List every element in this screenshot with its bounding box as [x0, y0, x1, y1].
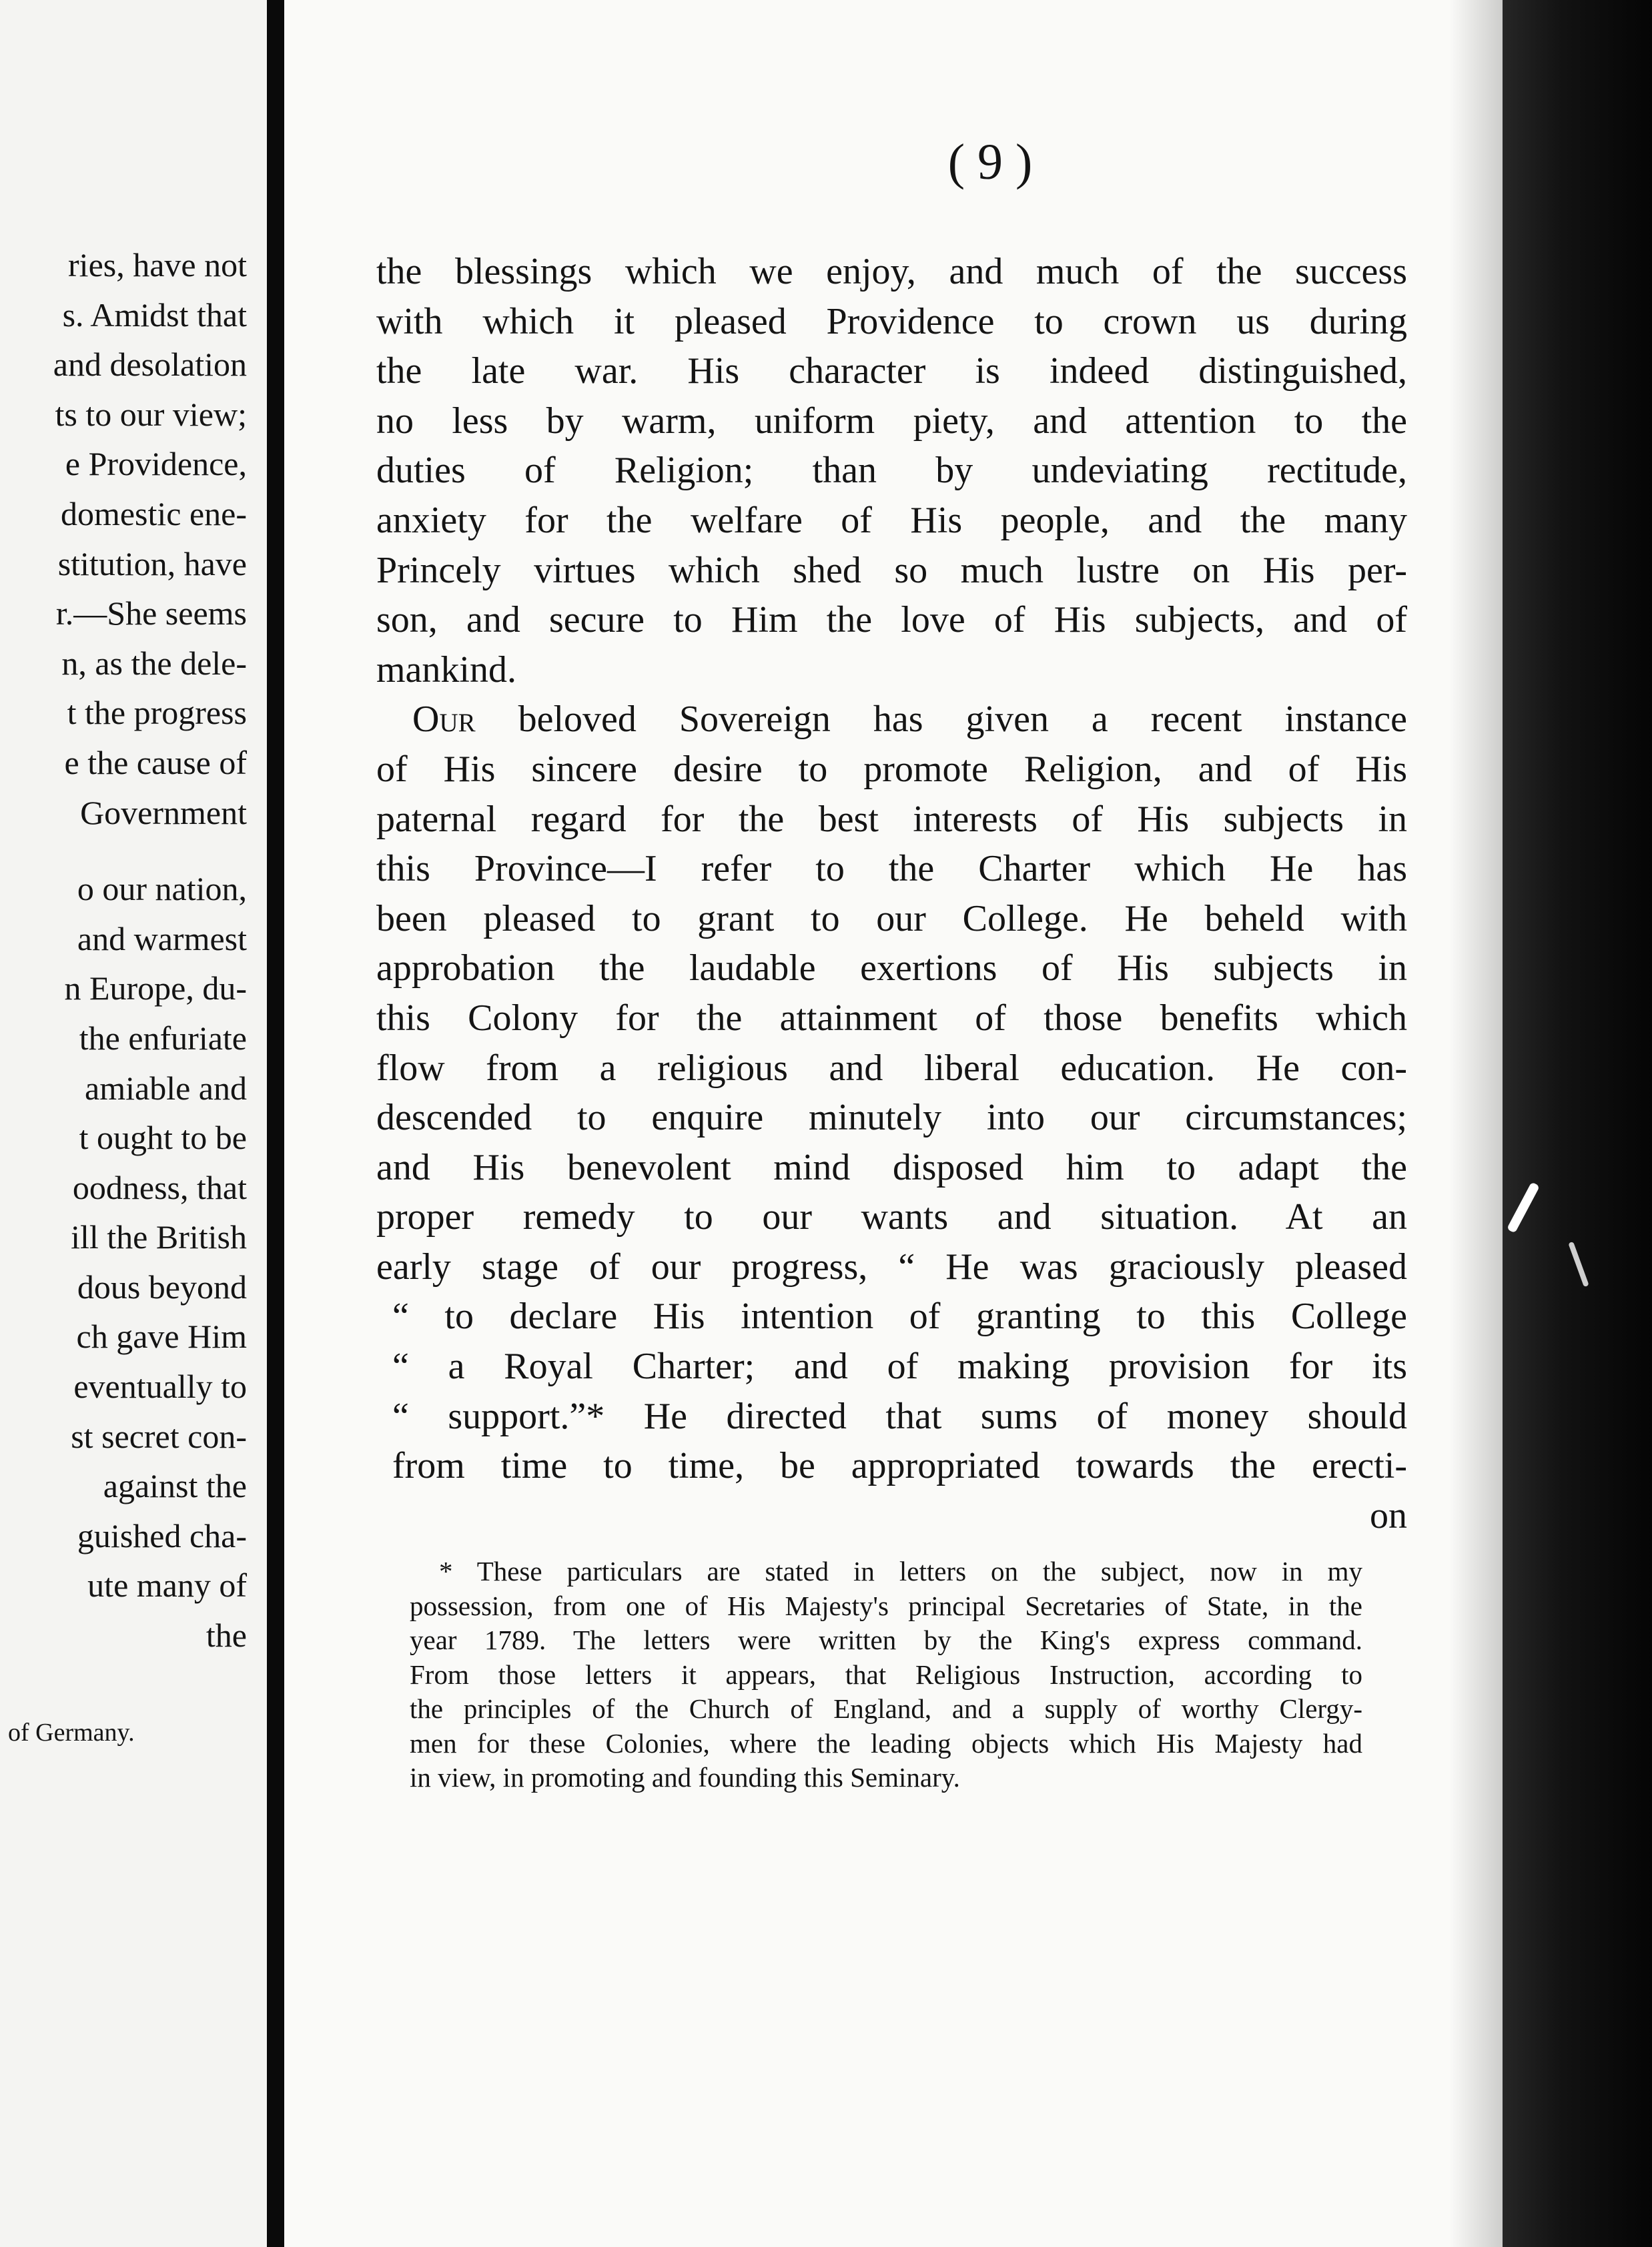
left-line: s. Amidst that [62, 296, 247, 334]
left-line: t ought to be [79, 1119, 247, 1157]
body-text [376, 247, 1407, 1540]
left-line: Government [80, 793, 247, 831]
scan-speck [1507, 1182, 1540, 1233]
text-line: this Province—I refer to the Charter which He has [376, 848, 1407, 890]
text-line: mankind. [376, 648, 516, 691]
footnote [410, 1554, 1362, 1795]
text-line: paternal regard for the best interests of His subjects in [376, 798, 1407, 840]
left-line: e the cause of [64, 743, 247, 781]
left-line: the [205, 1617, 247, 1655]
text-line: this Colony for the attainment of those benefits which [376, 997, 1407, 1039]
footnote-line: in view, in promoting and founding this Seminary. [410, 1762, 960, 1793]
left-paragraph-gap [0, 837, 247, 864]
text-line: early stage of our progress, “ He was graciously pleased [376, 1246, 1407, 1288]
text-line: son, and secure to Him the love of His subjects, and of [376, 599, 1407, 641]
left-line: st secret con- [71, 1417, 247, 1455]
book-gutter [267, 0, 284, 2247]
left-page-text [0, 240, 247, 1661]
left-line: eventually to [73, 1368, 247, 1406]
left-line: n Europe, du- [64, 969, 247, 1007]
text-line: Princely virtues which shed so much lustre on His per- [376, 549, 1407, 591]
outer-dark-margin [1503, 0, 1652, 2247]
text-line: with which it pleased Providence to crown us during [376, 300, 1407, 342]
text-line: the late war. His character is indeed distinguished, [376, 350, 1407, 392]
left-line: against the [103, 1467, 247, 1505]
paragraph-start-line: Our beloved Sovereign has given a recent instance [412, 699, 1407, 741]
text-line: flow from a religious and liberal education. He con- [376, 1047, 1407, 1089]
text-line: and His benevolent mind disposed him to adapt the [376, 1146, 1407, 1188]
right-page [284, 0, 1503, 2247]
left-line: amiable and [85, 1069, 247, 1107]
left-line: domestic ene- [60, 494, 247, 532]
catchword: on [1370, 1494, 1407, 1536]
quoted-line: “ a Royal Charter; and of making provision for its [392, 1346, 1407, 1388]
footnote-line: possession, from one of His Majesty's principal Secretaries of State, in the [410, 1590, 1362, 1621]
text-line: anxiety for the welfare of His people, and the many [376, 499, 1407, 541]
left-line: stitution, have [57, 544, 247, 582]
quoted-line: “ to declare His intention of granting to this College [392, 1296, 1407, 1338]
scan-speck [1568, 1242, 1589, 1288]
left-line: guished cha- [77, 1516, 247, 1554]
footnote-line: the principles of the Church of England, and a supply of worthy Clergy- [410, 1693, 1362, 1724]
left-line: and warmest [77, 919, 247, 957]
left-line: ute many of [87, 1566, 247, 1605]
left-line: oodness, that [72, 1168, 247, 1206]
text-line: duties of Religion; than by undeviating rectitude, [376, 450, 1407, 492]
left-line: o our nation, [77, 870, 247, 908]
footnote-line: year 1789. The letters were written by the King's express command. [410, 1625, 1362, 1655]
footnote-line: men for these Colonies, where the leading objects which His Majesty had [410, 1727, 1362, 1759]
text-line: no less by warm, uniform piety, and attention to the [376, 400, 1407, 442]
left-line: t the progress [67, 694, 247, 732]
left-page-fragment [0, 0, 267, 2247]
text-line: descended to enquire minutely into our circumstances; [376, 1097, 1407, 1139]
text-line: approbation the laudable exertions of His subjects in [376, 947, 1407, 989]
left-line: e Providence, [65, 445, 247, 483]
left-line: ill the British [71, 1218, 247, 1256]
left-line: r.—She seems [55, 594, 247, 632]
left-line: n, as the dele- [61, 644, 247, 682]
left-footnote-tail: of Germany. [8, 1719, 135, 1747]
page-edge-shadow [1449, 0, 1503, 2247]
footnote-line: From those letters it appears, that Religious Instruction, according to [410, 1659, 1362, 1690]
text-line: of His sincere desire to promote Religion, and of His [376, 748, 1407, 790]
left-line: and desolation [53, 346, 247, 384]
text-line: proper remedy to our wants and situation. At an [376, 1196, 1407, 1238]
text-line: the blessings which we enjoy, and much of the success [376, 251, 1407, 292]
text-line: been pleased to grant to our College. He beheld with [376, 897, 1407, 939]
left-line: dous beyond [77, 1268, 247, 1306]
left-line: ries, have not [68, 246, 247, 284]
footnote-line: * These particulars are stated in letters on the subject, now in my [439, 1556, 1362, 1587]
quoted-line: “ support.”* He directed that sums of money should [392, 1395, 1407, 1437]
left-line: ts to our view; [55, 395, 247, 433]
left-line: the enfuriate [79, 1019, 247, 1057]
left-line: ch gave Him [76, 1318, 247, 1356]
page-number: ( 9 ) [947, 134, 1033, 190]
text-line: from time to time, be appropriated towards the erecti- [392, 1445, 1407, 1487]
